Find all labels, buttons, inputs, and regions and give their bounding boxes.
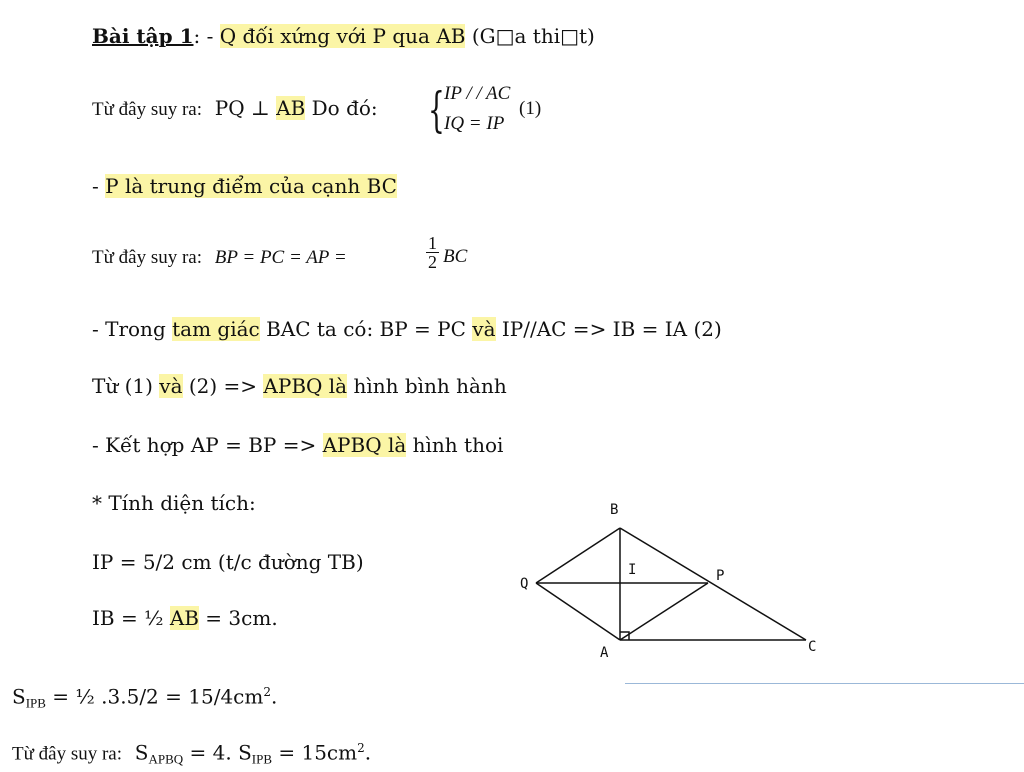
area-title: * Tính diện tích:	[92, 491, 256, 515]
frac-num: 1	[428, 233, 437, 253]
label-Q: Q	[520, 576, 529, 592]
segment-QB	[536, 528, 620, 583]
segment-BC	[620, 528, 806, 640]
parallelogram-pre: Từ (1)	[92, 374, 160, 398]
midpoint-dash: -	[92, 174, 106, 198]
final-end: .	[364, 740, 372, 765]
parallelogram-hl1: và	[159, 374, 183, 398]
rhombus-pre: - Kết hợp AP = BP =>	[92, 433, 323, 457]
deduce2-prefix: Từ đây suy ra:	[92, 247, 203, 268]
dash: -	[200, 24, 220, 48]
triangle-hl2: và	[472, 317, 496, 341]
s-rest: = ½ .3.5/2 = 15/4cm	[45, 684, 264, 709]
midpoint-text: P là trung điểm của cạnh BC	[105, 174, 397, 198]
triangle-pre: - Trong	[92, 317, 173, 341]
s-subscript: IPB	[25, 695, 46, 711]
ip-line: IP = 5/2 cm (t/c đường TB)	[92, 550, 364, 574]
frac-den: 2	[428, 252, 437, 272]
colon: :	[193, 24, 201, 48]
triangle-post: IP//AC => IB = IA (2)	[495, 317, 722, 341]
triangle-hl1: tam giác	[172, 317, 260, 341]
label-C: C	[808, 639, 817, 655]
exercise-title: Bài tập 1	[92, 24, 194, 48]
label-A: A	[600, 645, 609, 661]
parallelogram-mid: (2) =>	[182, 374, 264, 398]
label-B: B	[610, 502, 619, 518]
rhombus-hl: APBQ là	[322, 433, 407, 457]
final-prefix: Từ đây suy ra:	[12, 743, 123, 765]
s-symbol: S	[12, 684, 26, 709]
deduce2-tail: BC	[443, 246, 468, 267]
final-rest: = 15cm	[272, 740, 358, 765]
eq-number-1: (1)	[519, 98, 542, 119]
system-line-2: IQ = IP	[444, 113, 505, 134]
final-sup: 2	[357, 741, 365, 755]
final-sub1: APBQ	[148, 751, 184, 767]
label-I: I	[628, 562, 637, 578]
rhombus-post: hình thoi	[406, 433, 504, 457]
final-s2: S	[238, 740, 252, 765]
deduce1-so: Do đó:	[305, 96, 378, 120]
s-sup: 2	[263, 685, 271, 699]
segment-AP	[620, 583, 708, 640]
deduce1-prefix: Từ đây suy ra:	[92, 99, 203, 120]
parallelogram-hl2: APBQ là	[263, 374, 348, 398]
hypothesis-note: (G□a thi□t)	[465, 24, 595, 48]
label-P: P	[716, 568, 725, 584]
s-end: .	[270, 684, 278, 709]
final-s1: S	[134, 740, 149, 765]
ib-pre: IB = ½	[92, 606, 170, 630]
final-mid: = 4.	[183, 740, 239, 765]
symmetry-statement: Q đối xứng với P qua AB	[219, 24, 466, 48]
deduce2-expr: BP = PC = AP =	[214, 247, 347, 268]
deduce1-text: PQ ⊥	[214, 96, 277, 120]
system-line-1: IP / / AC	[444, 83, 511, 104]
ib-post: = 3cm.	[198, 606, 278, 630]
ib-hl: AB	[169, 606, 199, 630]
parallelogram-post: hình bình hành	[347, 374, 507, 398]
system-brace: {	[428, 82, 445, 138]
deduce1-ab: AB	[276, 96, 306, 120]
triangle-mid: BAC ta có: BP = PC	[259, 317, 473, 341]
final-sub2: IPB	[251, 751, 272, 767]
segment-QA	[536, 583, 620, 640]
